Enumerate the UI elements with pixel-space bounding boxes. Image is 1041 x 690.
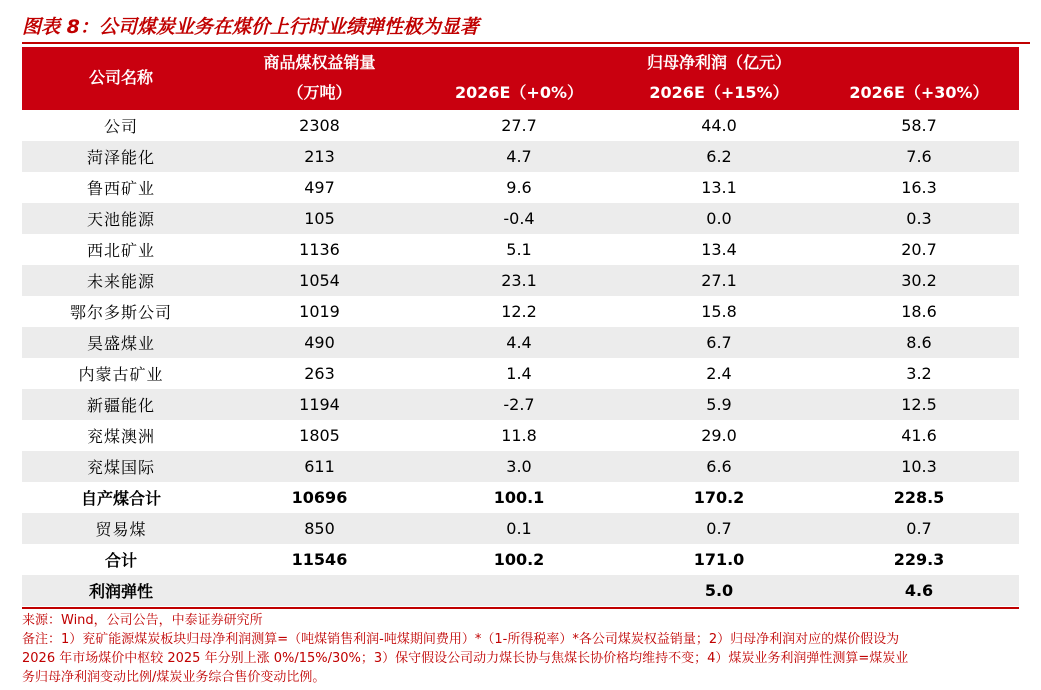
volume-cell: 1019 (299, 302, 340, 321)
header-profit: 归母净利润（亿元） (646, 53, 791, 72)
profit-30-cell: 20.7 (901, 240, 937, 259)
company-name: 利润弹性 (22, 575, 220, 606)
profit-15-cell: 44.0 (701, 116, 737, 135)
profit-15-cell: 6.7 (619, 327, 819, 358)
volume-cell: 11546 (291, 550, 348, 569)
header-volume: 商品煤权益销量 (263, 53, 376, 72)
profit-0-cell: -0.4 (419, 203, 619, 234)
profit-30-cell: 58.7 (901, 116, 937, 135)
volume-cell: 10696 (291, 488, 348, 507)
profit-0-cell: 4.7 (419, 141, 619, 172)
profit-15-cell: 5.0 (619, 575, 819, 606)
profit-30-cell: 30.2 (819, 265, 1019, 296)
company-name: 鲁西矿业 (86, 179, 155, 198)
remark-line-3: 务归母净利润变动比例/煤炭业务综合售价变动比例。 (22, 670, 326, 685)
volume-cell: 1136 (299, 240, 340, 259)
elasticity-row (22, 575, 1019, 606)
table-row (22, 389, 1019, 420)
profit-15-cell: 13.1 (701, 178, 737, 197)
company-name: 鄂尔多斯公司 (69, 303, 172, 322)
profit-30-cell: 228.5 (893, 488, 945, 507)
profit-15-cell: 0.7 (619, 513, 819, 544)
table-row (22, 172, 1019, 203)
table-row (22, 110, 1019, 141)
header-scenario-15: 2026E（+15%） (649, 83, 789, 102)
volume-cell: 497 (304, 178, 335, 197)
profit-15-cell: 6.2 (619, 141, 819, 172)
volume-cell: 1054 (220, 265, 419, 296)
company-name: 内蒙古矿业 (78, 365, 164, 384)
company-name: 西北矿业 (86, 241, 155, 260)
profit-0-cell: 11.8 (501, 426, 537, 445)
remark-line-2: 2026 年市场煤价中枢较 2025 年分别上涨 0%/15%/30%；3）保守假设公司动力煤长协与焦煤长协价格均维持不变；4）煤炭业务利润弹性测算=煤炭业 (22, 651, 909, 666)
volume-cell: 490 (220, 327, 419, 358)
profit-0-cell: 3.0 (419, 451, 619, 482)
profit-30-cell: 0.7 (819, 513, 1019, 544)
company-name: 菏泽能化 (22, 141, 220, 172)
company-name: 天池能源 (22, 203, 220, 234)
profit-15-cell: 2.4 (706, 364, 732, 383)
table-row (22, 358, 1019, 389)
profit-30-cell: 7.6 (819, 141, 1019, 172)
table-row (22, 513, 1019, 544)
source-note: 来源：Wind，公司公告，中泰证券研究所 (22, 613, 263, 628)
subtotal-row (22, 482, 1019, 513)
header-company: 公司名称 (88, 68, 153, 87)
notes (22, 611, 1022, 687)
header-scenario-0: 2026E（+0%） (454, 83, 584, 102)
company-name: 自产煤合计 (80, 489, 161, 508)
volume-cell: 213 (220, 141, 419, 172)
volume-cell: 1805 (299, 426, 340, 445)
table-row (22, 451, 1019, 482)
header-scenario-30: 2026E（+30%） (849, 83, 989, 102)
profit-0-cell: 1.4 (506, 364, 532, 383)
profit-0-cell: 9.6 (506, 178, 532, 197)
profit-0-cell: 5.1 (506, 240, 532, 259)
volume-cell: 611 (220, 451, 419, 482)
table-row (22, 234, 1019, 265)
profit-15-cell: 29.0 (701, 426, 737, 445)
company-name: 公司 (103, 117, 138, 136)
profit-0-cell: 12.2 (501, 302, 537, 321)
profit-0-cell: -2.7 (419, 389, 619, 420)
table-header (22, 47, 1019, 110)
volume-cell: 263 (304, 364, 335, 383)
profit-15-cell: 5.9 (619, 389, 819, 420)
profit-0-cell: 100.1 (493, 488, 545, 507)
profit-30-cell: 0.3 (819, 203, 1019, 234)
table-row (22, 265, 1019, 296)
bottom-rule (22, 607, 1019, 609)
profit-15-cell: 0.0 (619, 203, 819, 234)
table-row (22, 296, 1019, 327)
total-row (22, 544, 1019, 575)
table-row (22, 420, 1019, 451)
figure-title (22, 12, 1030, 44)
table-row (22, 203, 1019, 234)
company-name: 合计 (104, 551, 137, 570)
volume-cell: 850 (220, 513, 419, 544)
volume-cell: 1194 (220, 389, 419, 420)
profit-30-cell: 12.5 (819, 389, 1019, 420)
profit-0-cell: 0.1 (419, 513, 619, 544)
data-table (22, 110, 1019, 606)
header-volume-unit: （万吨） (287, 83, 352, 102)
profit-15-cell: 27.1 (619, 265, 819, 296)
profit-15-cell: 6.6 (619, 451, 819, 482)
profit-30-cell: 8.6 (819, 327, 1019, 358)
profit-15-cell: 13.4 (701, 240, 737, 259)
company-name: 兖煤澳洲 (86, 427, 155, 446)
company-name: 贸易煤 (22, 513, 220, 544)
remark-line-1: 备注：1）兖矿能源煤炭板块归母净利润测算=（吨煤销售利润-吨煤期间费用）*（1-所得税率）*各公司煤炭权益销量；2）归母净利润对应的煤价假设为 (22, 632, 900, 647)
profit-30-cell: 41.6 (901, 426, 937, 445)
volume-cell: 2308 (299, 116, 340, 135)
volume-cell (220, 575, 419, 606)
profit-30-cell: 18.6 (901, 302, 937, 321)
profit-15-cell: 171.0 (693, 550, 745, 569)
profit-30-cell: 3.2 (906, 364, 932, 383)
table-row (22, 327, 1019, 358)
profit-0-cell: 23.1 (419, 265, 619, 296)
profit-30-cell: 10.3 (819, 451, 1019, 482)
table-row (22, 141, 1019, 172)
volume-cell: 105 (220, 203, 419, 234)
company-name: 兖煤国际 (22, 451, 220, 482)
profit-15-cell: 15.8 (701, 302, 737, 321)
company-name: 昊盛煤业 (22, 327, 220, 358)
profit-0-cell: 100.2 (493, 550, 545, 569)
profit-15-cell: 170.2 (693, 488, 745, 507)
figure-title-text: 图表 8：公司煤炭业务在煤价上行时业绩弹性极为显著 (22, 16, 479, 38)
profit-0-cell (419, 575, 619, 606)
profit-30-cell: 4.6 (819, 575, 1019, 606)
profit-30-cell: 16.3 (901, 178, 937, 197)
company-name: 新疆能化 (22, 389, 220, 420)
profit-30-cell: 229.3 (893, 550, 945, 569)
company-name: 未来能源 (22, 265, 220, 296)
profit-0-cell: 27.7 (501, 116, 537, 135)
profit-0-cell: 4.4 (419, 327, 619, 358)
